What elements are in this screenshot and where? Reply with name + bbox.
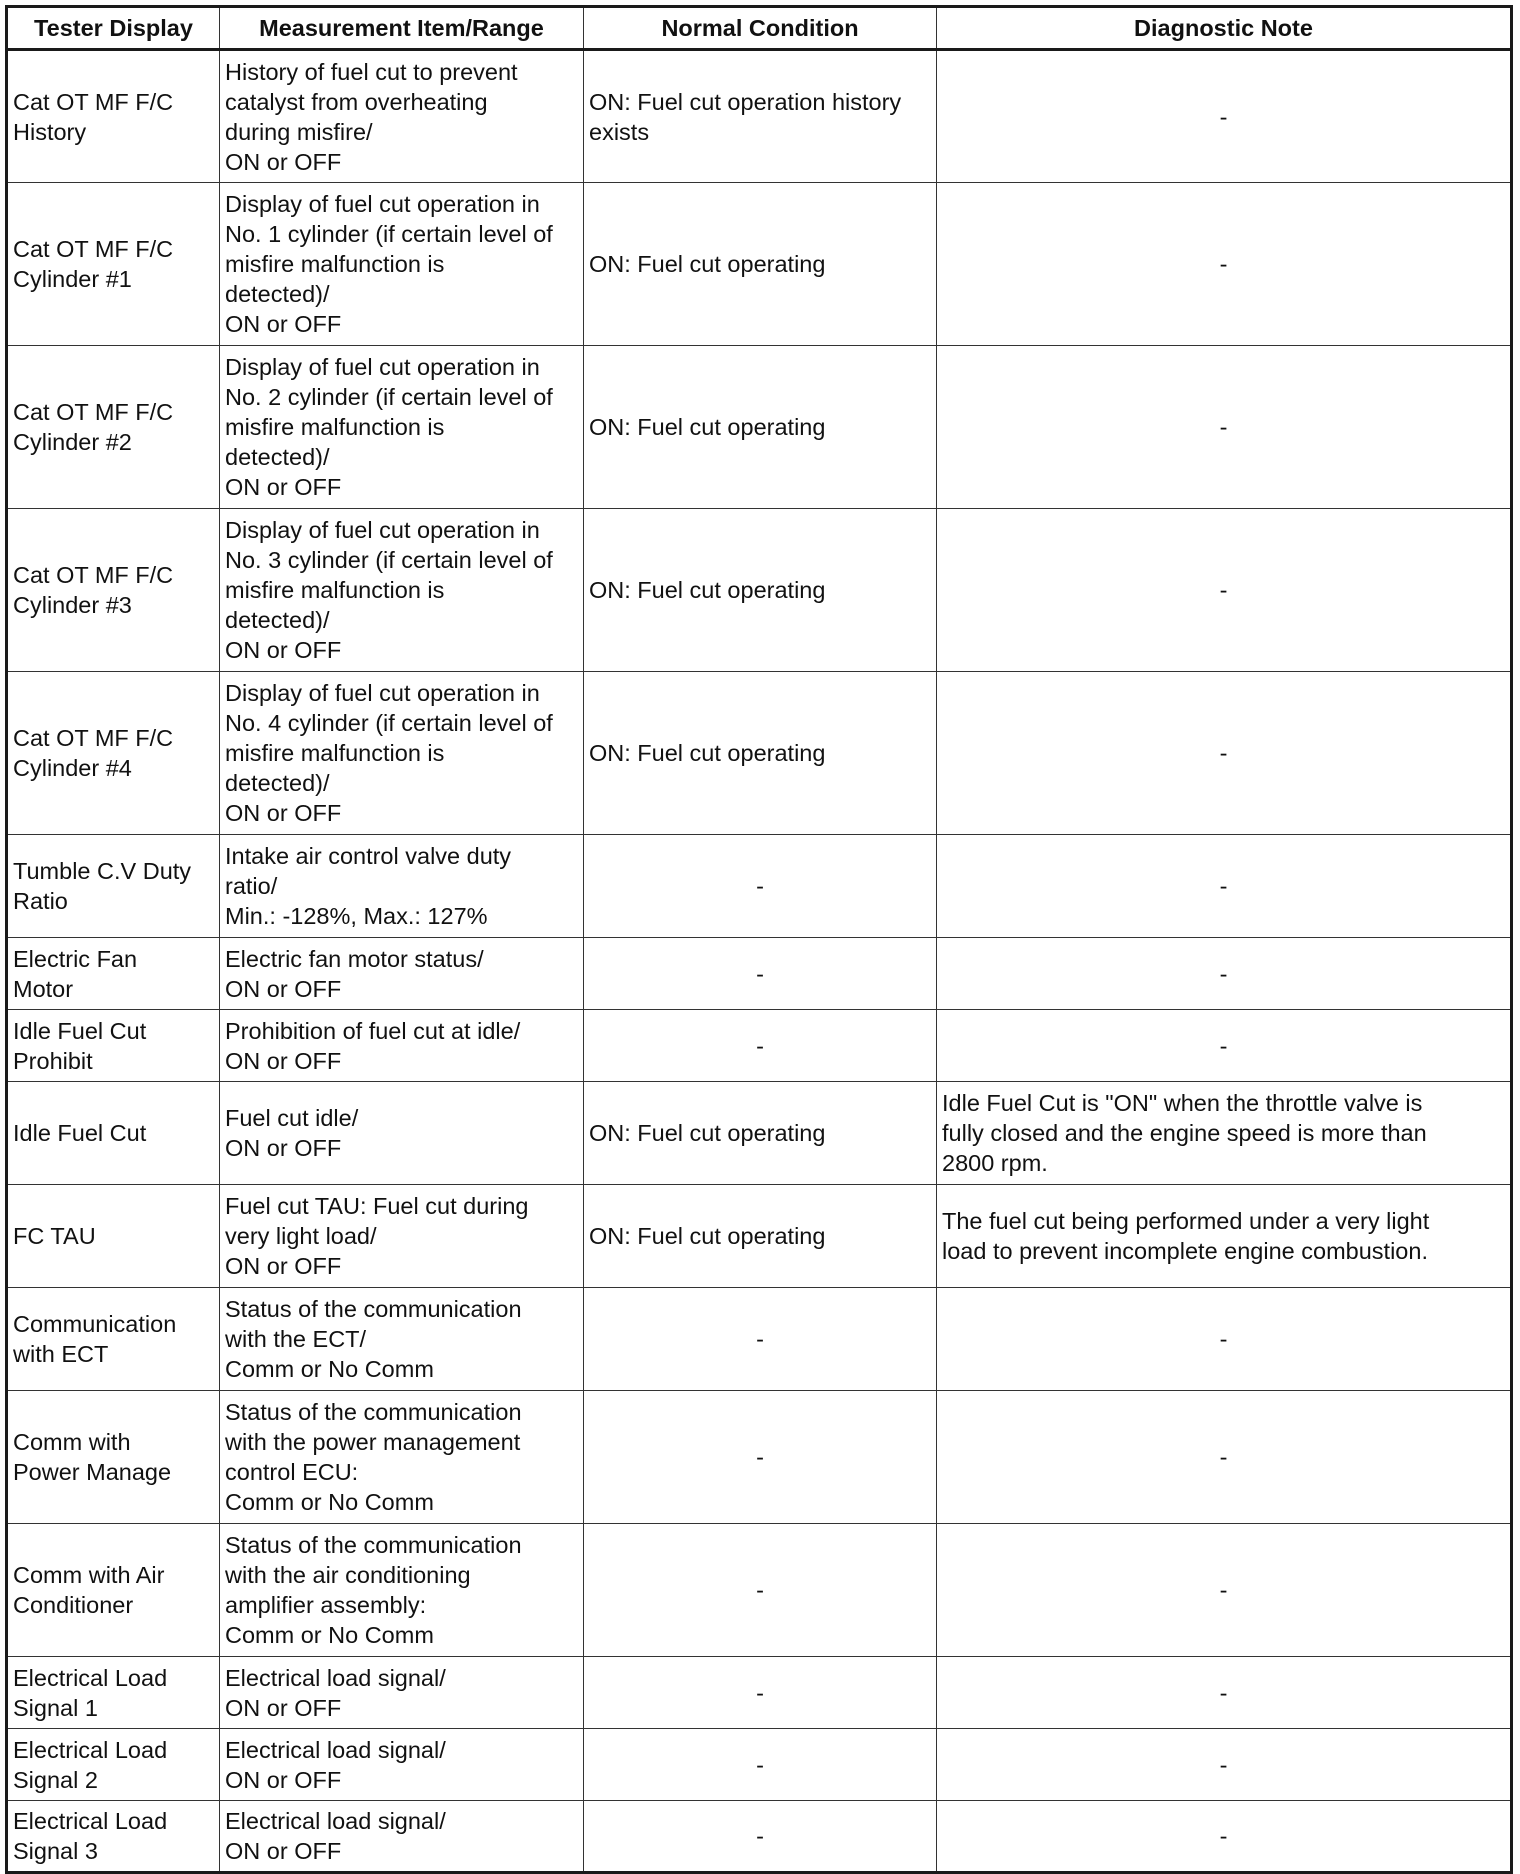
cell-diagnostic-note: - bbox=[937, 1657, 1512, 1729]
cell-tester-display: Idle Fuel Cut Prohibit bbox=[7, 1010, 220, 1082]
cell-diagnostic-note: - bbox=[937, 1010, 1512, 1082]
table-row bbox=[7, 1801, 1512, 1873]
cell-measurement: History of fuel cut to prevent catalyst from overheating during misfire/ ON or OFF bbox=[220, 50, 584, 183]
cell-tester-display: FC TAU bbox=[7, 1185, 220, 1288]
cell-normal-condition: - bbox=[584, 1524, 937, 1657]
cell-measurement: Fuel cut TAU: Fuel cut during very light load/ ON or OFF bbox=[220, 1185, 584, 1288]
cell-normal-condition: ON: Fuel cut operating bbox=[584, 509, 937, 672]
cell-normal-condition: ON: Fuel cut operating bbox=[584, 672, 937, 835]
cell-diagnostic-note: Idle Fuel Cut is "ON" when the throttle valve is fully closed and the engine speed is more than 2800 rpm. bbox=[937, 1082, 1512, 1185]
cell-measurement: Display of fuel cut operation in No. 2 cylinder (if certain level of misfire malfunction is detected)/ ON or OFF bbox=[220, 346, 584, 509]
cell-diagnostic-note: - bbox=[937, 672, 1512, 835]
cell-measurement: Display of fuel cut operation in No. 4 cylinder (if certain level of misfire malfunction is detected)/ ON or OFF bbox=[220, 672, 584, 835]
cell-diagnostic-note: - bbox=[937, 1801, 1512, 1873]
cell-normal-condition: ON: Fuel cut operating bbox=[584, 1082, 937, 1185]
cell-tester-display: Cat OT MF F/C Cylinder #2 bbox=[7, 346, 220, 509]
cell-diagnostic-note: The fuel cut being performed under a very light load to prevent incomplete engine combustion. bbox=[937, 1185, 1512, 1288]
cell-tester-display: Comm with Air Conditioner bbox=[7, 1524, 220, 1657]
cell-diagnostic-note: - bbox=[937, 1524, 1512, 1657]
cell-normal-condition: ON: Fuel cut operating bbox=[584, 183, 937, 346]
table-row bbox=[7, 1082, 1512, 1185]
table-row bbox=[7, 1657, 1512, 1729]
cell-normal-condition: - bbox=[584, 938, 937, 1010]
cell-normal-condition: - bbox=[584, 1729, 937, 1801]
header-normal-condition: Normal Condition bbox=[584, 7, 937, 50]
table-row bbox=[7, 183, 1512, 346]
cell-tester-display: Tumble C.V Duty Ratio bbox=[7, 835, 220, 938]
cell-tester-display: Idle Fuel Cut bbox=[7, 1082, 220, 1185]
cell-measurement: Status of the communication with the power management control ECU: Comm or No Comm bbox=[220, 1391, 584, 1524]
cell-measurement: Status of the communication with the air conditioning amplifier assembly: Comm or No Comm bbox=[220, 1524, 584, 1657]
cell-diagnostic-note: - bbox=[937, 346, 1512, 509]
cell-tester-display: Electric Fan Motor bbox=[7, 938, 220, 1010]
cell-normal-condition: - bbox=[584, 1657, 937, 1729]
table-row bbox=[7, 1524, 1512, 1657]
data-list-sheet bbox=[5, 5, 1510, 1874]
cell-diagnostic-note: - bbox=[937, 509, 1512, 672]
cell-tester-display: Cat OT MF F/C Cylinder #4 bbox=[7, 672, 220, 835]
cell-tester-display: Electrical Load Signal 3 bbox=[7, 1801, 220, 1873]
cell-diagnostic-note: - bbox=[937, 938, 1512, 1010]
cell-measurement: Electrical load signal/ ON or OFF bbox=[220, 1729, 584, 1801]
cell-measurement: Electrical load signal/ ON or OFF bbox=[220, 1657, 584, 1729]
cell-measurement: Display of fuel cut operation in No. 3 cylinder (if certain level of misfire malfunction is detected)/ ON or OFF bbox=[220, 509, 584, 672]
cell-normal-condition: - bbox=[584, 1288, 937, 1391]
cell-tester-display: Cat OT MF F/C Cylinder #1 bbox=[7, 183, 220, 346]
cell-normal-condition: - bbox=[584, 1391, 937, 1524]
cell-diagnostic-note: - bbox=[937, 1391, 1512, 1524]
cell-measurement: Prohibition of fuel cut at idle/ ON or OFF bbox=[220, 1010, 584, 1082]
cell-tester-display: Comm with Power Manage bbox=[7, 1391, 220, 1524]
cell-normal-condition: ON: Fuel cut operation history exists bbox=[584, 50, 937, 183]
cell-diagnostic-note: - bbox=[937, 183, 1512, 346]
cell-normal-condition: ON: Fuel cut operating bbox=[584, 346, 937, 509]
table-header-row bbox=[7, 7, 1512, 50]
cell-tester-display: Cat OT MF F/C History bbox=[7, 50, 220, 183]
cell-measurement: Electric fan motor status/ ON or OFF bbox=[220, 938, 584, 1010]
data-list-table bbox=[5, 5, 1513, 1874]
table-row bbox=[7, 1729, 1512, 1801]
cell-measurement: Status of the communication with the ECT/ Comm or No Comm bbox=[220, 1288, 584, 1391]
cell-tester-display: Cat OT MF F/C Cylinder #3 bbox=[7, 509, 220, 672]
table-row bbox=[7, 835, 1512, 938]
table-row bbox=[7, 1185, 1512, 1288]
table-row bbox=[7, 672, 1512, 835]
table-row bbox=[7, 509, 1512, 672]
cell-diagnostic-note: - bbox=[937, 50, 1512, 183]
table-row bbox=[7, 1288, 1512, 1391]
cell-diagnostic-note: - bbox=[937, 1288, 1512, 1391]
table-row bbox=[7, 50, 1512, 183]
cell-measurement: Electrical load signal/ ON or OFF bbox=[220, 1801, 584, 1873]
cell-measurement: Display of fuel cut operation in No. 1 cylinder (if certain level of misfire malfunction is detected)/ ON or OFF bbox=[220, 183, 584, 346]
table-row bbox=[7, 1010, 1512, 1082]
cell-normal-condition: - bbox=[584, 835, 937, 938]
cell-tester-display: Communication with ECT bbox=[7, 1288, 220, 1391]
table-row bbox=[7, 938, 1512, 1010]
table-row bbox=[7, 346, 1512, 509]
table-row bbox=[7, 1391, 1512, 1524]
header-tester-display: Tester Display bbox=[7, 7, 220, 50]
cell-diagnostic-note: - bbox=[937, 1729, 1512, 1801]
cell-tester-display: Electrical Load Signal 1 bbox=[7, 1657, 220, 1729]
cell-normal-condition: - bbox=[584, 1801, 937, 1873]
cell-normal-condition: - bbox=[584, 1010, 937, 1082]
cell-normal-condition: ON: Fuel cut operating bbox=[584, 1185, 937, 1288]
cell-diagnostic-note: - bbox=[937, 835, 1512, 938]
cell-tester-display: Electrical Load Signal 2 bbox=[7, 1729, 220, 1801]
cell-measurement: Intake air control valve duty ratio/ Min.: -128%, Max.: 127% bbox=[220, 835, 584, 938]
header-measurement-item-range: Measurement Item/Range bbox=[220, 7, 584, 50]
header-diagnostic-note: Diagnostic Note bbox=[937, 7, 1512, 50]
cell-measurement: Fuel cut idle/ ON or OFF bbox=[220, 1082, 584, 1185]
